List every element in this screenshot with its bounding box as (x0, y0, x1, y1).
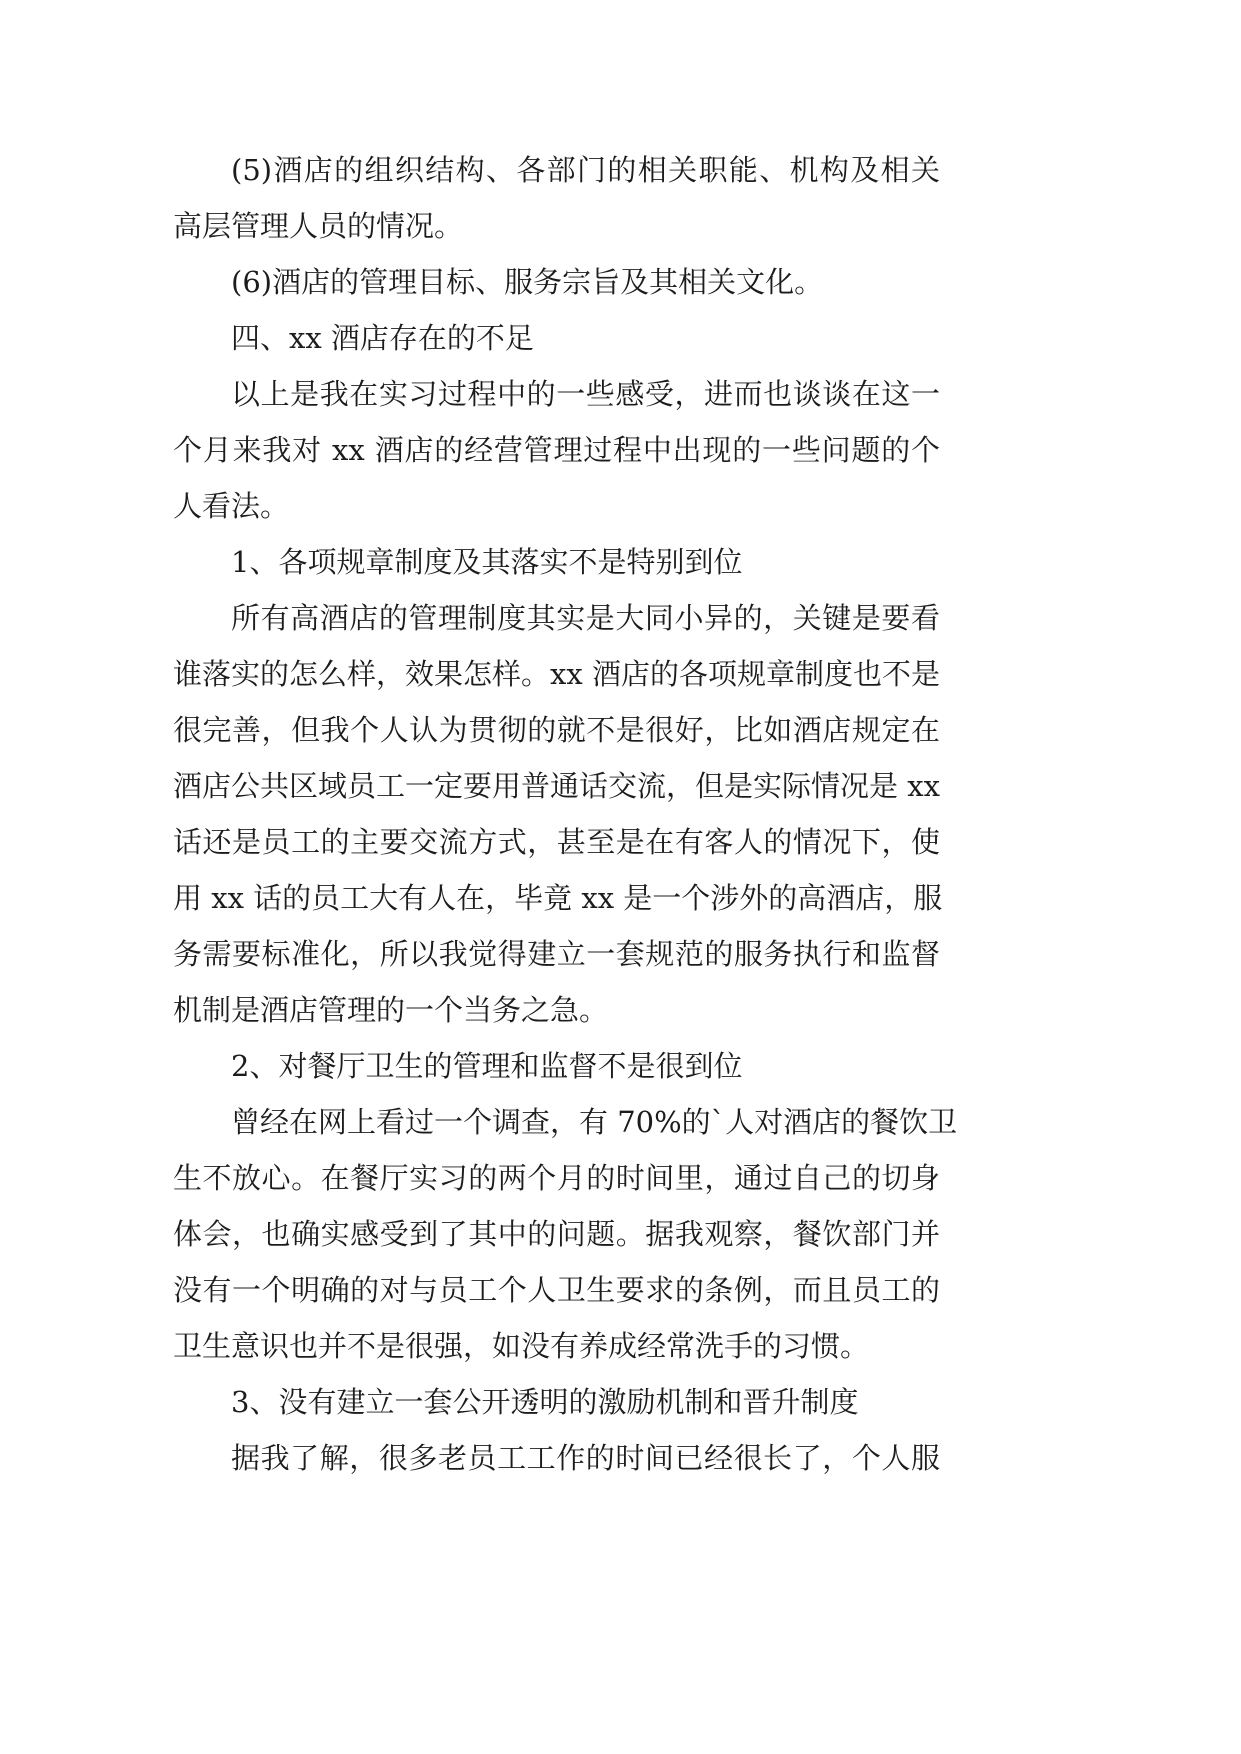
text-line: 体会，也确实感受到了其中的问题。据我观察，餐饮部门并 (173, 1217, 940, 1251)
text-line: 个月来我对 xx 酒店的经营管理过程中出现的一些问题的个 (173, 433, 940, 467)
paragraph (173, 1430, 940, 1486)
text-line: 曾经在网上看过一个调查，有 70%的`人对酒店的餐饮卫 (231, 1105, 958, 1139)
text-line: 机制是酒店管理的一个当务之急。 (173, 993, 609, 1027)
text-line: (5)酒店的组织结构、各部门的相关职能、机构及相关 (231, 153, 940, 187)
subsection-heading (173, 1038, 940, 1094)
text-line: 务需要标准化，所以我觉得建立一套规范的服务执行和监督 (173, 937, 940, 971)
heading-line: 3、没有建立一套公开透明的激励机制和晋升制度 (231, 1385, 859, 1419)
text-line: (6)酒店的管理目标、服务宗旨及其相关文化。 (231, 265, 824, 299)
text-line: 话还是员工的主要交流方式，甚至是在有客人的情况下，使 (173, 825, 940, 859)
paragraph (173, 366, 940, 534)
section-heading (173, 310, 940, 366)
text-line: 很完善，但我个人认为贯彻的就不是很好，比如酒店规定在 (173, 713, 940, 747)
text-line: 用 xx 话的员工大有人在，毕竟 xx 是一个涉外的高酒店，服 (173, 881, 943, 915)
text-line: 谁落实的怎么样，效果怎样。xx 酒店的各项规章制度也不是 (173, 657, 940, 691)
text-line: 据我了解，很多老员工工作的时间已经很长了，个人服 (231, 1441, 940, 1475)
subsection-heading (173, 534, 940, 590)
text-line: 人看法。 (173, 489, 290, 523)
heading-line: 四、xx 酒店存在的不足 (231, 321, 534, 355)
paragraph (173, 254, 940, 310)
text-line: 没有一个明确的对与员工个人卫生要求的条例，而且员工的 (173, 1273, 940, 1307)
paragraph (173, 1094, 958, 1374)
text-line: 以上是我在实习过程中的一些感受，进而也谈谈在这一 (231, 377, 940, 411)
document-body (173, 142, 958, 1486)
subsection-heading (173, 1374, 940, 1430)
paragraph (173, 590, 943, 1038)
text-line: 酒店公共区域员工一定要用普通话交流，但是实际情况是 xx (173, 769, 940, 803)
text-line: 生不放心。在餐厅实习的两个月的时间里，通过自己的切身 (173, 1161, 940, 1195)
heading-line: 2、对餐厅卫生的管理和监督不是很到位 (231, 1049, 743, 1083)
paragraph (173, 142, 940, 254)
text-line: 所有高酒店的管理制度其实是大同小异的，关键是要看 (231, 601, 940, 635)
text-line: 卫生意识也并不是很强，如没有养成经常洗手的习惯。 (173, 1329, 870, 1363)
text-line: 高层管理人员的情况。 (173, 209, 464, 243)
heading-line: 1、各项规章制度及其落实不是特别到位 (231, 545, 743, 579)
